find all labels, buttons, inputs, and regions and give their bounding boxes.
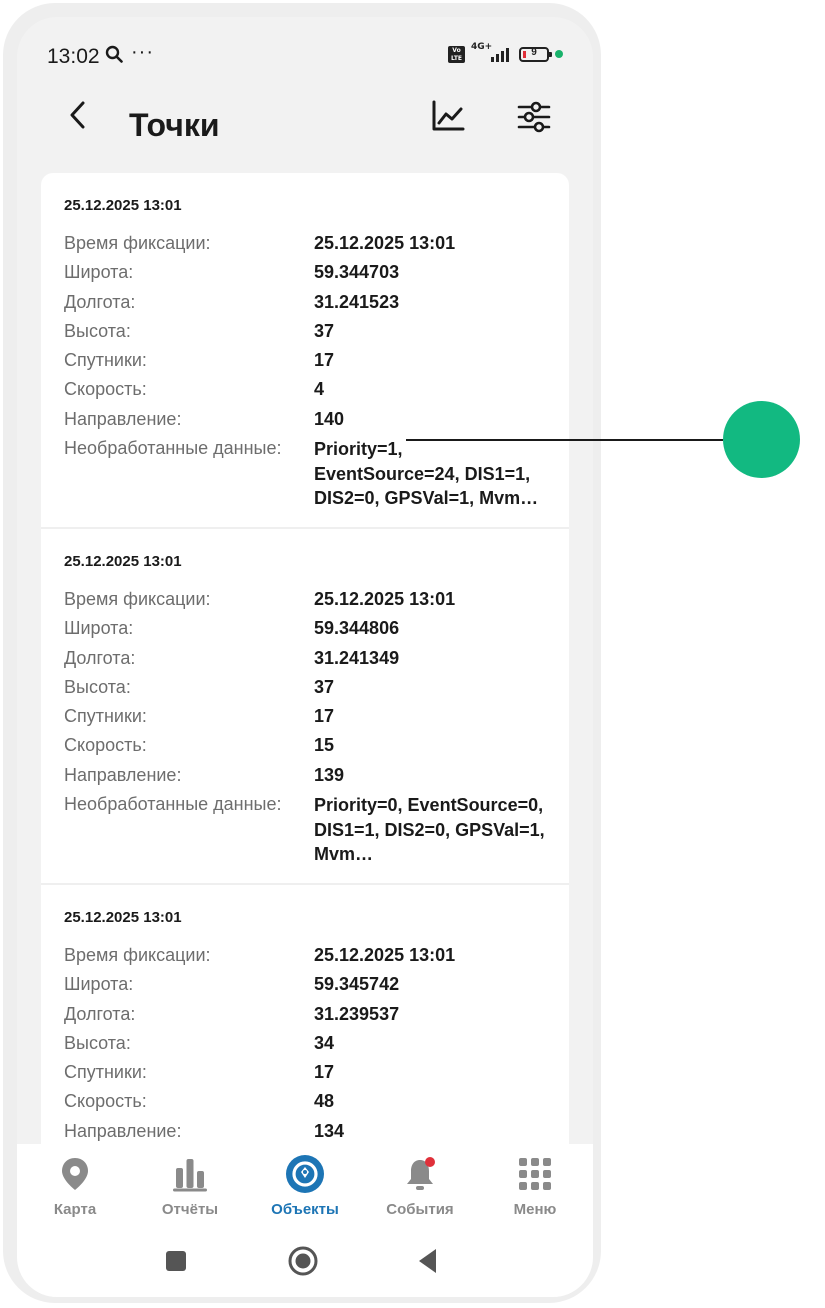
fix-time-label: Время фиксации: (64, 945, 211, 965)
annotation-marker (723, 401, 800, 478)
nav-label-menu: Меню (513, 1201, 557, 1218)
chart-button[interactable] (425, 95, 469, 139)
longitude-row (64, 644, 546, 673)
speed-row (64, 731, 546, 760)
altitude-label: Высота: (64, 1032, 131, 1053)
heading-label: Направление: (64, 408, 182, 429)
battery-icon (519, 47, 549, 62)
point-card[interactable] (41, 529, 569, 885)
app-screen (17, 17, 593, 1297)
nav-item-reports[interactable] (140, 1144, 240, 1228)
speed-label: Скорость: (64, 379, 147, 400)
fix-time-row (64, 585, 546, 614)
signal-icon (471, 44, 513, 64)
longitude-row (64, 1000, 546, 1029)
satellites-value: 17 (314, 350, 335, 371)
speed-value: 4 (314, 379, 325, 400)
latitude-label: Широта: (64, 974, 134, 995)
system-back-button[interactable] (411, 1244, 445, 1278)
volte-icon: Vo LTE (448, 46, 465, 63)
altitude-value: 34 (314, 1032, 335, 1053)
search-icon (105, 45, 123, 63)
latitude-value: 59.344703 (314, 262, 400, 283)
latitude-row (64, 614, 546, 643)
altitude-label: Высота: (64, 676, 131, 697)
heading-value: 140 (314, 408, 345, 429)
battery-level: 9 (531, 46, 537, 58)
longitude-value: 31.239537 (314, 1003, 400, 1024)
privacy-indicator-icon (555, 50, 563, 58)
speed-label: Скорость: (64, 735, 147, 756)
heading-value: 139 (314, 764, 345, 785)
bar-chart-icon (172, 1156, 208, 1192)
nav-item-events[interactable] (370, 1144, 470, 1228)
filter-settings-button[interactable] (512, 95, 556, 139)
nav-item-objects[interactable] (255, 1144, 355, 1228)
altitude-row (64, 1029, 546, 1058)
longitude-label: Долгота: (64, 1003, 136, 1024)
fix-time-label: Время фиксации: (64, 233, 211, 253)
raw-data-label: Необработанные данные: (64, 438, 282, 459)
latitude-row (64, 970, 546, 999)
map-pin-icon (57, 1156, 93, 1192)
longitude-row (64, 288, 546, 317)
satellites-value: 17 (314, 706, 335, 727)
heading-row (64, 761, 546, 790)
point-card[interactable] (41, 173, 569, 529)
longitude-value: 31.241523 (314, 291, 400, 312)
altitude-value: 37 (314, 320, 335, 341)
fix-time-value: 25.12.2025 13:01 (314, 233, 456, 253)
satellites-value: 17 (314, 1062, 335, 1083)
point-card-header: 25.12.2025 13:01 (64, 909, 182, 926)
grid-icon (517, 1156, 553, 1192)
heading-row (64, 1117, 546, 1146)
nav-label-events: События (386, 1201, 454, 1218)
satellites-row (64, 1058, 546, 1087)
altitude-label: Высота: (64, 320, 131, 341)
heading-row (64, 405, 546, 434)
satellites-label: Спутники: (64, 1062, 147, 1083)
latitude-value: 59.344806 (314, 618, 400, 639)
status-more-icon: ··· (131, 41, 154, 63)
network-label: 4G+ (471, 42, 493, 52)
latitude-label: Широта: (64, 618, 134, 639)
speed-value: 48 (314, 1091, 335, 1112)
nav-label-reports: Отчёты (161, 1201, 219, 1218)
satellites-label: Спутники: (64, 350, 147, 371)
point-card-header: 25.12.2025 13:01 (64, 197, 182, 214)
heading-label: Направление: (64, 764, 182, 785)
heading-label: Направление: (64, 1120, 182, 1141)
fix-time-value: 25.12.2025 13:01 (314, 589, 456, 609)
bell-icon (402, 1156, 438, 1192)
fix-time-value: 25.12.2025 13:01 (314, 945, 456, 965)
longitude-value: 31.241349 (314, 647, 400, 668)
longitude-label: Долгота: (64, 647, 136, 668)
latitude-row (64, 258, 546, 287)
point-card-header: 25.12.2025 13:01 (64, 553, 182, 570)
fix-time-row (64, 229, 546, 258)
altitude-row (64, 317, 546, 346)
raw-data-row (64, 790, 546, 867)
heading-value: 134 (314, 1120, 345, 1141)
raw-data-label: Необработанные данные: (64, 794, 282, 815)
latitude-value: 59.345742 (314, 974, 400, 995)
home-button[interactable] (286, 1244, 320, 1278)
page-title: Точки (129, 107, 220, 143)
recent-apps-button[interactable] (159, 1244, 193, 1278)
satellites-row (64, 346, 546, 375)
raw-data-row (64, 434, 546, 511)
bottom-nav (17, 1144, 593, 1228)
annotation-leader-line (406, 439, 723, 441)
objects-icon (285, 1154, 325, 1194)
raw-data-value: Priority=1, EventSource=24, DIS1=1, DIS2=0, GPSVal=1, Mvm… (314, 439, 539, 509)
nav-label-objects: Объекты (271, 1201, 339, 1218)
latitude-label: Широта: (64, 262, 134, 283)
altitude-row (64, 673, 546, 702)
longitude-label: Долгота: (64, 291, 136, 312)
status-time: 13:02 (47, 45, 100, 68)
speed-row (64, 1087, 546, 1116)
points-list[interactable] (41, 173, 569, 1241)
status-indicators (448, 43, 563, 65)
nav-label-map: Карта (53, 1201, 97, 1218)
back-button[interactable] (61, 97, 97, 133)
fix-time-row (64, 941, 546, 970)
nav-item-menu[interactable] (485, 1144, 585, 1228)
speed-value: 15 (314, 735, 335, 756)
satellites-label: Спутники: (64, 706, 147, 727)
nav-item-map[interactable] (25, 1144, 125, 1228)
raw-data-value: Priority=0, EventSource=0, DIS1=1, DIS2=0, GPSVal=1, Mvm… (314, 795, 545, 865)
fix-time-label: Время фиксации: (64, 589, 211, 609)
speed-label: Скорость: (64, 1091, 147, 1112)
altitude-value: 37 (314, 676, 335, 697)
system-nav-bar (17, 1228, 593, 1297)
phone-frame (3, 3, 601, 1303)
satellites-row (64, 702, 546, 731)
speed-row (64, 375, 546, 404)
